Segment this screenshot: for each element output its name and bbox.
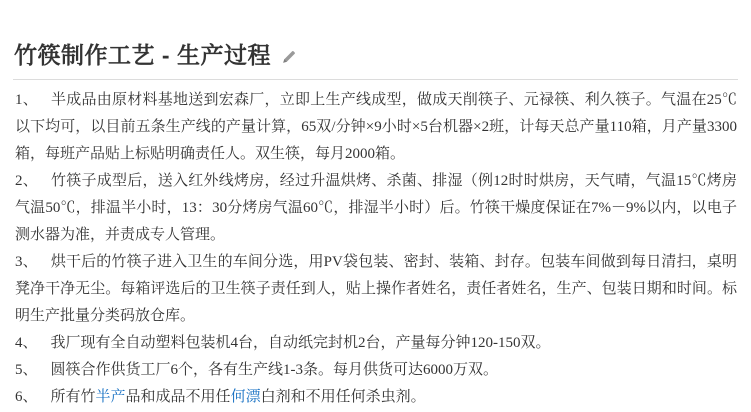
paragraph-text: 圆筷合作供货工厂6个，各有生产线1-3条。每月供货可达6000万双。 — [50, 362, 499, 378]
paragraph-text: 白剂和不用任何杀虫剂。 — [260, 389, 426, 405]
paragraph-text: 烘干后的竹筷子进入卫生的车间分选，用PV袋包装、密封、装箱、封存。包装车间做到每日清扫，桌明凳净干净无尘。每箱评选后的卫生筷子责任到人，贴上操作者姓名，责任者姓名，生产、包装日期和时间。标明生产批量分类码放仓库。 — [15, 254, 737, 324]
paragraph-text: 竹筷子成型后，送入红外线烤房，经过升温烘烤、杀菌、排湿（例12时时烘房，天气晴，气温15℃烤房气温50℃，排温半小时，13：30分烤房气温60℃，排湿半小时）后。竹筷干燥度保证在7%－9%以内，以电子测水器为准，并责成专人管理。 — [15, 173, 737, 243]
paragraph — [15, 330, 737, 357]
paragraph-number: 3、 — [15, 254, 38, 270]
paragraph-text: 我厂现有全自动塑料包装机4台，自动纸完封机2台，产量每分钟120-150双。 — [50, 335, 551, 351]
page-title: 竹筷制作工艺 - 生产过程 — [14, 42, 271, 68]
paragraph — [15, 87, 737, 168]
paragraph-number: 5、 — [15, 362, 38, 378]
paragraph — [15, 168, 737, 249]
paragraph — [15, 384, 737, 411]
paragraph-text: 所有竹 — [50, 389, 96, 405]
paragraph-number: 2、 — [15, 173, 38, 189]
paragraph — [15, 249, 737, 330]
paragraph-text: 品和成品不用任 — [125, 389, 231, 405]
inline-link[interactable]: 何漂 — [230, 389, 261, 405]
paragraph-text: 半成品由原材料基地送到宏森厂，立即上生产线成型，做成天削筷子、元禄筷、利久筷子。气温在25℃以下均可，以目前五条生产线的产量计算，65双/分钟×9小时×5台机器×2班，计每天总产量110箱，月产量3300箱，每班产品贴上标贴明确责任人。双生筷，每月2000箱。 — [15, 92, 737, 162]
paragraph-number: 4、 — [15, 335, 38, 351]
inline-link[interactable]: 半产 — [95, 389, 126, 405]
paragraph-number: 1、 — [15, 92, 38, 108]
paragraph-number: 6、 — [15, 389, 38, 405]
article-body — [0, 80, 751, 411]
edit-pencil-icon[interactable] — [280, 48, 298, 66]
paragraph — [15, 357, 737, 384]
title-row — [0, 0, 751, 68]
